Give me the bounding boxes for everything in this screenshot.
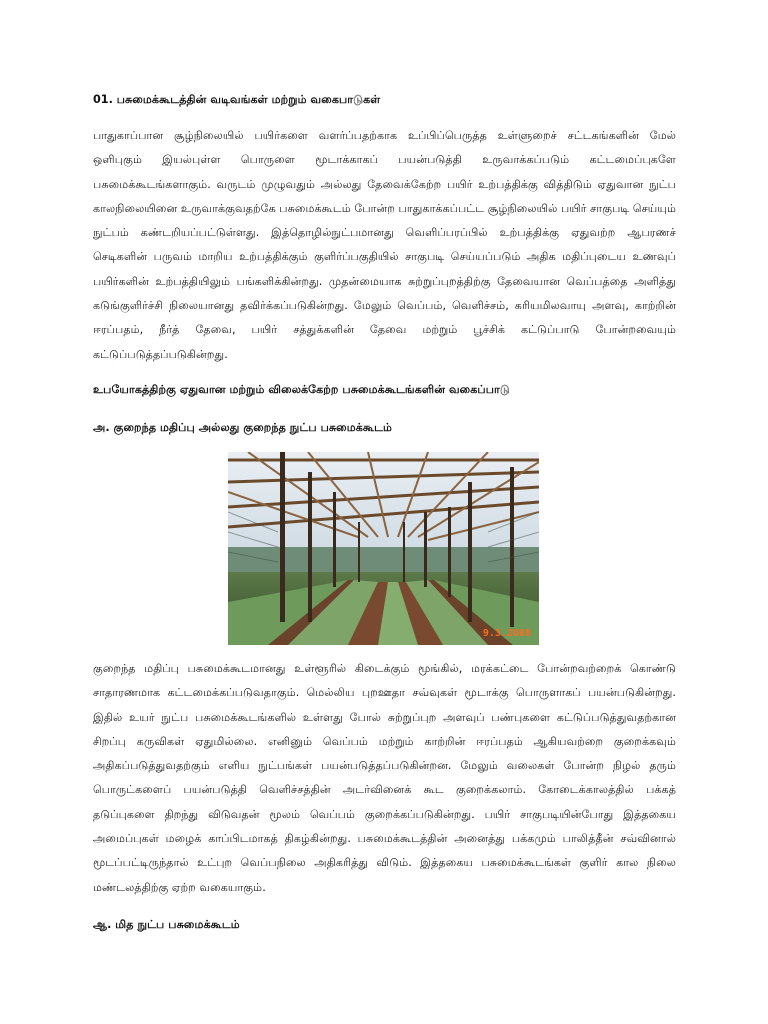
greenhouse-photo [228, 452, 539, 645]
photo-date-stamp: 9.3.2008 [482, 628, 531, 639]
subsection-b-title: ஆ. மித நுட்ப பசுமைக்கூடம் [93, 918, 240, 931]
section-title: 01. பசுமைக்கூடத்தின் வடிவங்கள் மற்றும் வகைபாடுகள் [93, 93, 381, 106]
intro-paragraph: பாதுகாப்பான சூழ்நிலையில் பயிர்களை வளர்ப்பதற்காக உப்பிப்பெருத்த உள்ளுறைச் சட்டகங்களின் மேல் ஒளிபுகும் இயல்புள்ள பொருளை மூடாக்காகப் பயன்படுத்தி உருவாக்கப்படும் கட்டமைப்புகளே பசுமைக்கூடங்களாகும். வருடம் முழுவதும் அல்லது தேவைக்கேற்ற பயிர் உற்பத்திக்கு வித்திடும் ஏதுவான நுட்ப காலநிலையினை உருவாக்குவதற்கே பசுமைக்கூடம் போன்ற பாதுகாக்கப்பட்ட சூழ்நிலையில் பயிர் சாகுபடி செய்யும் நுட்பம் கண்டறியப்பட்டுள்ளது. இத்தொழில்நுட்பமானது வெளிப்பரப்பில் உற்பத்திக்கு ஏதுவற்ற ஆபரணச் செடிகளின் பருவம் மாறிய உற்பத்திக்கும் குளிர்ப்பகுதியில் சாகுபடி செய்யப்படும் அதிக மதிப்புடைய உணவுப் பயிர்களின் உற்பத்தியிலும் பங்களிக்கின்றது. முதன்மையாக சுற்றுப்புறத்திற்கு தேவையான வெப்பத்தை அளித்து கடுங்குளிர்ச்சி நிலையானது தவிர்க்கப்படுகின்றது. மேலும் வெப்பம், வெளிச்சம், கரியமிலவாயு அளவு, காற்றின் ஈரப்பதம், நீர்த் தேவை, பயிர் சத்துக்களின் தேவை மற்றும் பூச்சிக் கட்டுப்பாடு போன்றவையும் கட்டுப்படுத்தப்படுகின்றது. [93, 129, 676, 361]
subsection-a-title: அ. குறைந்த மதிப்பு அல்லது குறைந்த நுட்ப பசுமைக்கூடம் [93, 421, 393, 434]
subsection-a-paragraph: குறைந்த மதிப்பு பசுமைக்கூடமானது உள்ளூரில் கிடைக்கும் மூங்கில், மரக்கட்டை போன்றவற்றைக் கொண்டு சாதாரணமாக கட்டமைக்கப்படுவதாகும். மெல்லிய புறஊதா சவ்வுகள் மூடாக்கு பொருளாகப் பயன்படுகின்றது. இதில் உயர் நுட்ப பசுமைக்கூடங்களில் உள்ளது போல் சுற்றுப்புற அளவுப் பண்புகளை கட்டுப்படுத்துவதற்கான சிறப்பு கருவிகள் ஏதுமில்லை. எனினும் வெப்பம் மற்றும் காற்றின் ஈரப்பதம் ஆகியவற்றை குறைக்கவும் அதிகப்படுத்துவதற்கும் எளிய நுட்பங்கள் பயன்படுத்தப்படுகின்றன. மேலும் வலைகள் போன்ற நிழல் தரும் பொருட்களைப் பயன்படுத்தி வெளிச்சத்தின் அடர்வினைக் கூட குறைக்கலாம். கோடைக்காலத்தில் பக்கத் தடுப்புகளை திறந்து விடுவதன் மூலம் வெப்பம் குறைக்கப்படுகின்றது. பயிர் சாகுபடியின்போது இத்தகைய அமைப்புகள் மழைக் காப்பிடமாகத் திகழ்கின்றது. பசுமைக்கூடத்தின் அனைத்து பக்கமும் பாலித்தீன் சவ்வினால் மூடப்பட்டிருந்தால் உட்புற வெப்பநிலை அதிகரித்து விடும். இத்தகைய பசுமைக்கூடங்கள் குளிர் கால நிலை மண்டலத்திற்கு ஏற்ற வகையாகும். [93, 662, 676, 894]
classification-title: உபயோகத்திற்கு ஏதுவான மற்றும் விலைக்கேற்ற பசுமைக்கூடங்களின் வகைப்பாடு [93, 383, 510, 396]
